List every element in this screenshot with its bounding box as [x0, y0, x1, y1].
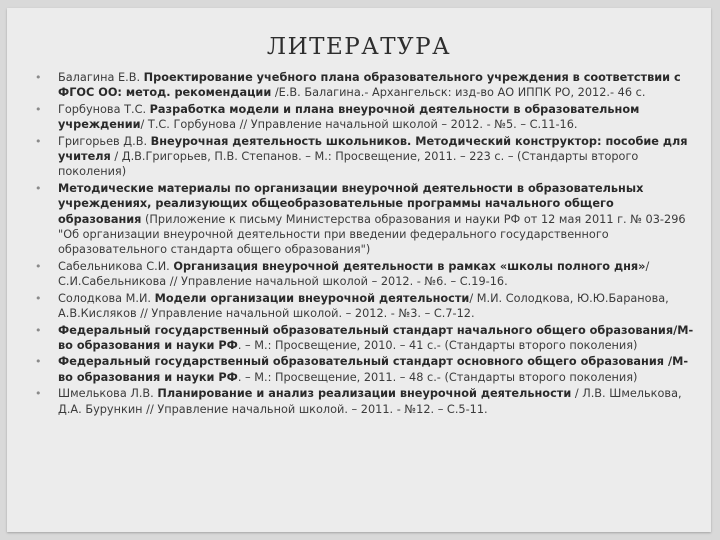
bullet-icon: • [35, 387, 42, 401]
reference-title: Внеурочная деятельность школьников. Методический конструктор: пособие для учителя [58, 134, 688, 164]
reference-text: Солодкова М.И. [58, 291, 155, 305]
reference-text: Сабельникова С.И. [58, 259, 174, 273]
reference-item [35, 291, 701, 322]
bullet-icon: • [35, 181, 42, 195]
reference-list [35, 70, 701, 418]
bullet-icon: • [35, 71, 42, 84]
reference-title: Модели организации внеурочной деятельности [154, 291, 470, 305]
reference-text: (Приложение к письму Министерства образования и науки РФ от 12 мая 2011 г. № 03-296 "Об организации внеурочной деятельности при введении федерального государственного образовательного стандарта общего образования") [58, 212, 686, 257]
reference-text: / Л.В. Шмелькова, Д.А. Бурункин // Управление начальной школой. – 2011. - №12. – С.5-11. [58, 387, 682, 416]
bullet-icon: • [35, 102, 42, 116]
bullet-icon: • [35, 259, 42, 273]
reference-text: . – М.: Просвещение, 2010. – 41 с.- (Стандарты второго поколения) [237, 338, 638, 352]
reference-item [35, 70, 701, 101]
reference-title: Планирование и анализ реализации внеурочной деятельности [157, 387, 572, 401]
bullet-icon: • [35, 134, 42, 148]
reference-text: Шмелькова Л.В. [58, 387, 158, 401]
reference-item [35, 386, 701, 417]
reference-text: / М.И. Солодкова, Ю.Ю.Баранова, А.В.Кисляков // Управление начальной школой. – 2012. - №3. – С.7-12. [58, 291, 669, 321]
bullet-icon: • [35, 291, 42, 305]
reference-title: Федеральный государственный образовательный стандарт начального общего образования/М-во образования и науки РФ [58, 323, 694, 352]
slide-title: ЛИТЕРАТУРА [266, 34, 452, 60]
reference-item [35, 134, 701, 180]
reference-item [35, 102, 701, 133]
reference-text: / Д.В.Григорьев, П.В. Степанов. – М.: Просвещение, 2011. – 223 с. – (Стандарты второго поколения) [58, 150, 639, 179]
reference-text: Горбунова Т.С. [58, 102, 150, 116]
bullet-icon: • [35, 355, 42, 369]
bullet-icon: • [35, 323, 42, 337]
slide [7, 8, 711, 532]
reference-text: /С.И.Сабельникова // Управление начальной школой – 2012. - №6. – С.19-16. [58, 259, 650, 289]
reference-item [35, 181, 701, 258]
reference-title: Разработка модели и плана внеурочной деятельности в образовательном учреждении [58, 102, 640, 132]
reference-title: Организация внеурочной деятельности в рамках «школы полного дня» [173, 259, 646, 273]
reference-title: Федеральный государственный образовательный стандарт основного общего образования /М-во образования и науки РФ [58, 355, 689, 384]
reference-text: / Т.С. Горбунова // Управление начальной школой – 2012. - №5. – С.11-16. [140, 118, 578, 132]
reference-item [35, 354, 701, 385]
reference-text: Балагина Е.В. [58, 71, 144, 84]
reference-title: Методические материалы по организации внеурочной деятельности в образовательных учреждениях, реализующих общеобразовательные программы начального общего образования [58, 181, 644, 226]
reference-title: Проектирование учебного плана образовательного учреждения в соответствии с ФГОС ОО: метод. рекомендации [58, 71, 681, 100]
reference-item [35, 323, 701, 354]
reference-item [35, 259, 701, 290]
reference-text: /Е.В. Балагина.- Архангельск: изд-во АО ИППК РО, 2012.- 46 с. [271, 86, 646, 100]
reference-text: Григорьев Д.В. [58, 134, 151, 148]
reference-text: . – М.: Просвещение, 2011. – 48 с.- (Стандарты второго поколения) [237, 370, 638, 384]
